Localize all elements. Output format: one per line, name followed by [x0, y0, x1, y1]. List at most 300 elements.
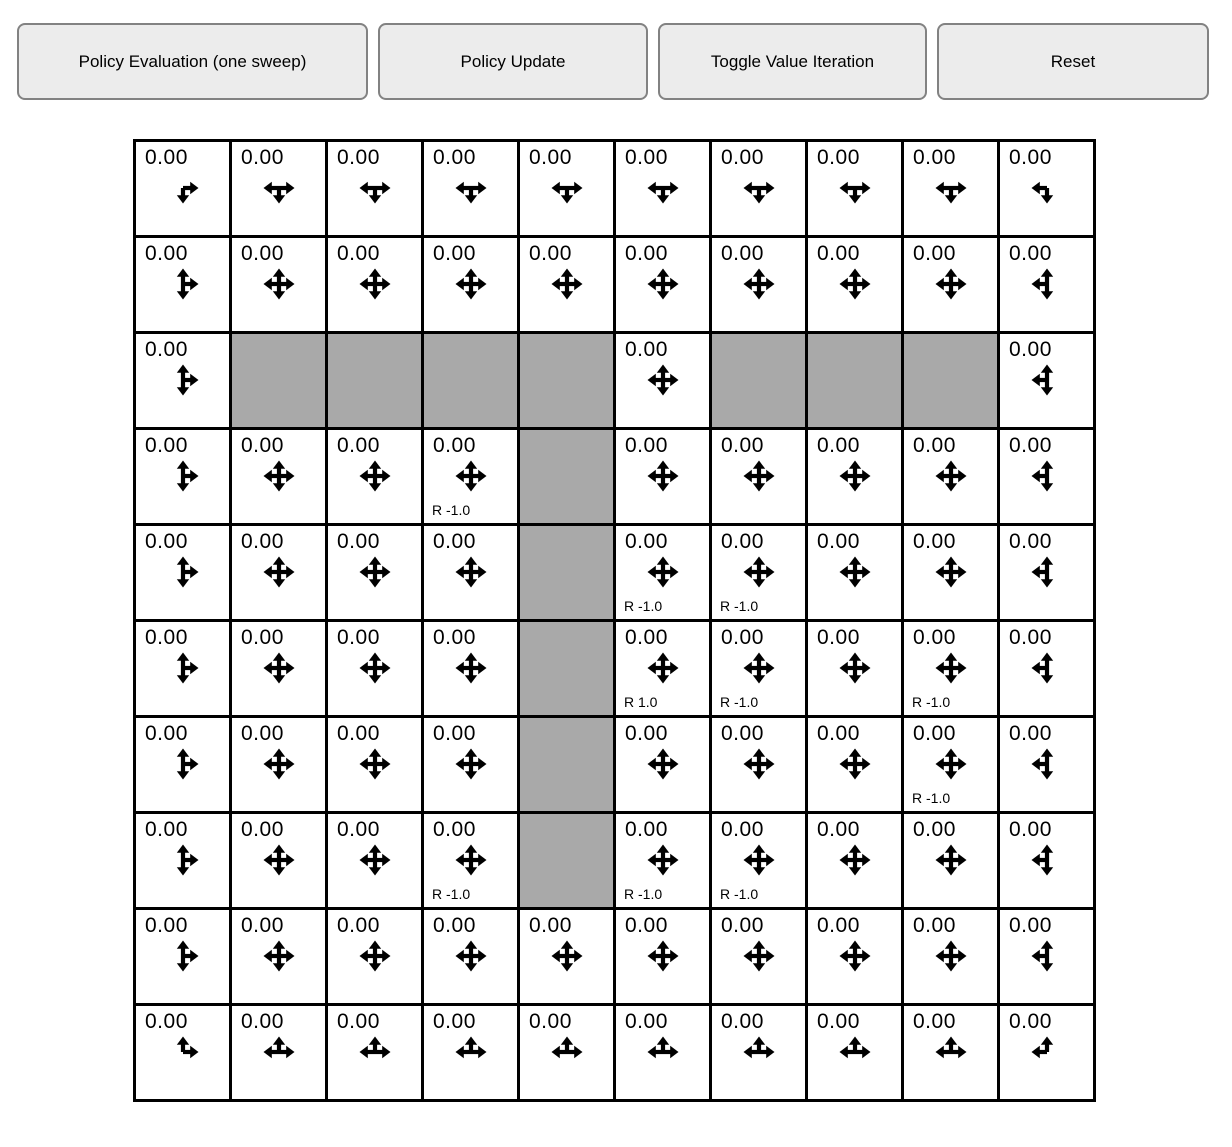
- cell-value: 0.00: [721, 146, 764, 169]
- policy-arrows: [712, 170, 805, 206]
- policy-arrows-icon: [741, 554, 777, 590]
- policy-arrows: [616, 458, 709, 494]
- policy-arrows: [232, 938, 325, 974]
- policy-arrows: [424, 554, 517, 590]
- grid-cell-r3-c7: [808, 430, 901, 523]
- policy-arrows-icon: [645, 170, 681, 206]
- wall-cell-r2-c3: [424, 334, 517, 427]
- policy-arrows-icon: [261, 554, 297, 590]
- grid-cell-r1-c2: [328, 238, 421, 331]
- policy-arrows: [712, 650, 805, 686]
- wall-cell-r4-c4: [520, 526, 613, 619]
- grid-cell-r8-c2: [328, 910, 421, 1003]
- cell-value: 0.00: [721, 626, 764, 649]
- cell-value: 0.00: [241, 818, 284, 841]
- grid-cell-r4-c6: [712, 526, 805, 619]
- cell-value: 0.00: [1009, 914, 1052, 937]
- wall-cell-r2-c1: [232, 334, 325, 427]
- cell-value: 0.00: [913, 722, 956, 745]
- cell-value: 0.00: [241, 914, 284, 937]
- cell-reward: R -1.0: [720, 694, 759, 710]
- policy-arrows: [904, 170, 997, 206]
- cell-value: 0.00: [913, 242, 956, 265]
- grid-cell-r5-c6: [712, 622, 805, 715]
- policy-arrows: [424, 266, 517, 302]
- grid-cell-r3-c1: [232, 430, 325, 523]
- grid-cell-r7-c9: [1000, 814, 1093, 907]
- policy-arrows-icon: [453, 266, 489, 302]
- cell-value: 0.00: [241, 1010, 284, 1033]
- policy-arrows-icon: [1029, 266, 1065, 302]
- cell-value: 0.00: [529, 242, 572, 265]
- grid-cell-r1-c4: [520, 238, 613, 331]
- grid-cell-r8-c5: [616, 910, 709, 1003]
- cell-value: 0.00: [1009, 146, 1052, 169]
- cell-value: 0.00: [1009, 242, 1052, 265]
- policy-arrows-icon: [837, 650, 873, 686]
- gridworld-container: [133, 139, 1232, 1102]
- cell-value: 0.00: [625, 242, 668, 265]
- grid-cell-r7-c1: [232, 814, 325, 907]
- cell-value: 0.00: [817, 914, 860, 937]
- grid-cell-r1-c6: [712, 238, 805, 331]
- policy-arrows-icon: [645, 938, 681, 974]
- policy-arrows: [712, 266, 805, 302]
- policy-arrows: [328, 842, 421, 878]
- wall-cell-r2-c8: [904, 334, 997, 427]
- cell-reward: R -1.0: [720, 598, 759, 614]
- wall-cell-r2-c4: [520, 334, 613, 427]
- policy-arrows-icon: [357, 1034, 393, 1070]
- wall-cell-r2-c6: [712, 334, 805, 427]
- policy-arrows-icon: [165, 842, 201, 878]
- policy-arrows-icon: [1029, 938, 1065, 974]
- cell-value: 0.00: [433, 146, 476, 169]
- cell-value: 0.00: [817, 146, 860, 169]
- policy-arrows: [1000, 458, 1093, 494]
- policy-arrows-icon: [549, 170, 585, 206]
- policy-arrows: [232, 650, 325, 686]
- policy-arrows-icon: [1029, 842, 1065, 878]
- grid-cell-r0-c7: [808, 142, 901, 235]
- toggle-value-iteration-button[interactable]: Toggle Value Iteration: [658, 23, 927, 100]
- policy-arrows: [136, 266, 229, 302]
- policy-arrows-icon: [1029, 1034, 1065, 1070]
- policy-arrows: [232, 554, 325, 590]
- cell-value: 0.00: [241, 242, 284, 265]
- cell-value: 0.00: [721, 818, 764, 841]
- cell-value: 0.00: [625, 1010, 668, 1033]
- policy-arrows: [616, 938, 709, 974]
- policy-arrows-icon: [1029, 554, 1065, 590]
- policy-arrows-icon: [645, 458, 681, 494]
- policy-arrows: [808, 842, 901, 878]
- policy-arrows-icon: [741, 1034, 777, 1070]
- policy-arrows: [712, 1034, 805, 1070]
- policy-arrows: [424, 458, 517, 494]
- policy-evaluation-button[interactable]: Policy Evaluation (one sweep): [17, 23, 368, 100]
- cell-value: 0.00: [721, 530, 764, 553]
- cell-reward: R -1.0: [624, 598, 663, 614]
- cell-value: 0.00: [337, 818, 380, 841]
- policy-arrows: [136, 554, 229, 590]
- policy-arrows-icon: [741, 842, 777, 878]
- cell-reward: R -1.0: [624, 886, 663, 902]
- grid-cell-r6-c5: [616, 718, 709, 811]
- policy-arrows: [616, 362, 709, 398]
- cell-value: 0.00: [241, 146, 284, 169]
- policy-arrows-icon: [1029, 458, 1065, 494]
- policy-arrows: [328, 746, 421, 782]
- policy-arrows-icon: [933, 650, 969, 686]
- grid-cell-r4-c7: [808, 526, 901, 619]
- grid-cell-r9-c1: [232, 1006, 325, 1099]
- cell-value: 0.00: [625, 434, 668, 457]
- wall-cell-r6-c4: [520, 718, 613, 811]
- policy-arrows: [1000, 170, 1093, 206]
- policy-arrows: [328, 554, 421, 590]
- grid-cell-r1-c1: [232, 238, 325, 331]
- gridworld: [133, 139, 1096, 1102]
- cell-value: 0.00: [817, 818, 860, 841]
- grid-cell-r5-c7: [808, 622, 901, 715]
- grid-cell-r9-c4: [520, 1006, 613, 1099]
- cell-value: 0.00: [433, 530, 476, 553]
- grid-cell-r8-c7: [808, 910, 901, 1003]
- cell-value: 0.00: [721, 722, 764, 745]
- policy-arrows: [328, 938, 421, 974]
- policy-arrows-icon: [357, 554, 393, 590]
- policy-arrows: [328, 170, 421, 206]
- policy-arrows: [904, 650, 997, 686]
- policy-arrows: [1000, 746, 1093, 782]
- policy-arrows: [232, 842, 325, 878]
- cell-value: 0.00: [625, 626, 668, 649]
- cell-reward: R 1.0: [624, 694, 658, 710]
- policy-arrows-icon: [165, 362, 201, 398]
- policy-arrows: [904, 1034, 997, 1070]
- policy-arrows-icon: [261, 746, 297, 782]
- policy-arrows-icon: [645, 362, 681, 398]
- policy-arrows-icon: [549, 1034, 585, 1070]
- cell-value: 0.00: [625, 818, 668, 841]
- reset-button[interactable]: Reset: [937, 23, 1209, 100]
- cell-value: 0.00: [337, 1010, 380, 1033]
- grid-cell-r8-c6: [712, 910, 805, 1003]
- cell-value: 0.00: [625, 722, 668, 745]
- policy-arrows: [328, 266, 421, 302]
- policy-arrows: [712, 842, 805, 878]
- policy-arrows: [616, 842, 709, 878]
- cell-value: 0.00: [529, 146, 572, 169]
- policy-arrows-icon: [357, 266, 393, 302]
- grid-cell-r1-c0: [136, 238, 229, 331]
- grid-cell-r7-c7: [808, 814, 901, 907]
- policy-arrows: [1000, 554, 1093, 590]
- cell-value: 0.00: [1009, 818, 1052, 841]
- policy-arrows: [424, 1034, 517, 1070]
- policy-arrows-icon: [933, 842, 969, 878]
- cell-value: 0.00: [817, 1010, 860, 1033]
- grid-cell-r0-c1: [232, 142, 325, 235]
- policy-arrows-icon: [165, 266, 201, 302]
- cell-value: 0.00: [913, 530, 956, 553]
- policy-arrows: [808, 266, 901, 302]
- policy-arrows: [136, 842, 229, 878]
- policy-arrows-icon: [645, 266, 681, 302]
- policy-arrows: [232, 170, 325, 206]
- grid-cell-r4-c8: [904, 526, 997, 619]
- cell-value: 0.00: [337, 146, 380, 169]
- policy-arrows: [808, 170, 901, 206]
- policy-arrows-icon: [357, 458, 393, 494]
- cell-value: 0.00: [1009, 626, 1052, 649]
- policy-arrows-icon: [837, 554, 873, 590]
- grid-cell-r6-c2: [328, 718, 421, 811]
- cell-reward: R -1.0: [432, 886, 471, 902]
- grid-cell-r2-c5: [616, 334, 709, 427]
- policy-arrows: [232, 266, 325, 302]
- policy-arrows: [328, 650, 421, 686]
- policy-arrows-icon: [165, 746, 201, 782]
- cell-value: 0.00: [913, 146, 956, 169]
- wall-cell-r2-c7: [808, 334, 901, 427]
- grid-cell-r6-c1: [232, 718, 325, 811]
- grid-cell-r0-c0: [136, 142, 229, 235]
- cell-value: 0.00: [625, 530, 668, 553]
- cell-value: 0.00: [145, 914, 188, 937]
- policy-arrows-icon: [357, 170, 393, 206]
- policy-arrows: [136, 170, 229, 206]
- policy-arrows-icon: [261, 650, 297, 686]
- grid-cell-r6-c0: [136, 718, 229, 811]
- cell-value: 0.00: [241, 530, 284, 553]
- cell-value: 0.00: [625, 914, 668, 937]
- policy-arrows-icon: [645, 554, 681, 590]
- grid-cell-r7-c0: [136, 814, 229, 907]
- policy-arrows-icon: [1029, 746, 1065, 782]
- policy-arrows-icon: [453, 1034, 489, 1070]
- grid-cell-r5-c3: [424, 622, 517, 715]
- grid-cell-r4-c0: [136, 526, 229, 619]
- grid-cell-r4-c1: [232, 526, 325, 619]
- grid-cell-r1-c5: [616, 238, 709, 331]
- cell-value: 0.00: [433, 818, 476, 841]
- cell-value: 0.00: [817, 530, 860, 553]
- policy-arrows-icon: [837, 842, 873, 878]
- grid-cell-r4-c9: [1000, 526, 1093, 619]
- policy-arrows: [1000, 938, 1093, 974]
- cell-value: 0.00: [1009, 722, 1052, 745]
- policy-arrows-icon: [261, 1034, 297, 1070]
- policy-arrows-icon: [453, 746, 489, 782]
- cell-value: 0.00: [145, 722, 188, 745]
- cell-value: 0.00: [913, 818, 956, 841]
- cell-reward: R -1.0: [720, 886, 759, 902]
- cell-value: 0.00: [913, 434, 956, 457]
- policy-arrows-icon: [453, 842, 489, 878]
- policy-arrows: [712, 458, 805, 494]
- grid-cell-r5-c0: [136, 622, 229, 715]
- cell-value: 0.00: [721, 242, 764, 265]
- cell-value: 0.00: [145, 434, 188, 457]
- policy-arrows-icon: [933, 554, 969, 590]
- policy-arrows: [1000, 842, 1093, 878]
- cell-value: 0.00: [433, 242, 476, 265]
- wall-cell-r2-c2: [328, 334, 421, 427]
- cell-value: 0.00: [145, 626, 188, 649]
- cell-reward: R -1.0: [912, 790, 951, 806]
- policy-arrows-icon: [453, 554, 489, 590]
- policy-arrows: [904, 842, 997, 878]
- policy-arrows: [424, 170, 517, 206]
- policy-update-button[interactable]: Policy Update: [378, 23, 648, 100]
- policy-arrows-icon: [645, 842, 681, 878]
- policy-arrows: [616, 170, 709, 206]
- grid-cell-r5-c8: [904, 622, 997, 715]
- grid-cell-r4-c3: [424, 526, 517, 619]
- policy-arrows-icon: [741, 266, 777, 302]
- cell-value: 0.00: [337, 722, 380, 745]
- policy-arrows-icon: [261, 842, 297, 878]
- grid-cell-r3-c0: [136, 430, 229, 523]
- grid-cell-r2-c0: [136, 334, 229, 427]
- policy-arrows: [1000, 650, 1093, 686]
- grid-cell-r7-c2: [328, 814, 421, 907]
- policy-arrows-icon: [1029, 650, 1065, 686]
- grid-cell-r9-c7: [808, 1006, 901, 1099]
- grid-cell-r9-c5: [616, 1006, 709, 1099]
- grid-cell-r6-c6: [712, 718, 805, 811]
- policy-arrows-icon: [357, 938, 393, 974]
- policy-arrows-icon: [261, 170, 297, 206]
- policy-arrows-icon: [1029, 170, 1065, 206]
- policy-arrows-icon: [933, 458, 969, 494]
- policy-arrows-icon: [645, 1034, 681, 1070]
- grid-cell-r3-c6: [712, 430, 805, 523]
- grid-cell-r9-c6: [712, 1006, 805, 1099]
- grid-cell-r8-c9: [1000, 910, 1093, 1003]
- policy-arrows-icon: [933, 1034, 969, 1070]
- policy-arrows: [904, 554, 997, 590]
- grid-cell-r6-c7: [808, 718, 901, 811]
- policy-arrows: [520, 938, 613, 974]
- cell-value: 0.00: [241, 434, 284, 457]
- cell-value: 0.00: [337, 242, 380, 265]
- policy-arrows-icon: [453, 650, 489, 686]
- policy-arrows: [232, 1034, 325, 1070]
- policy-arrows-icon: [933, 746, 969, 782]
- policy-arrows: [712, 938, 805, 974]
- policy-arrows-icon: [741, 746, 777, 782]
- policy-arrows: [424, 938, 517, 974]
- policy-arrows-icon: [933, 266, 969, 302]
- policy-arrows: [136, 1034, 229, 1070]
- cell-value: 0.00: [433, 722, 476, 745]
- cell-value: 0.00: [529, 1010, 572, 1033]
- grid-cell-r6-c8: [904, 718, 997, 811]
- policy-arrows: [904, 458, 997, 494]
- policy-arrows-icon: [549, 266, 585, 302]
- grid-cell-r9-c2: [328, 1006, 421, 1099]
- wall-cell-r3-c4: [520, 430, 613, 523]
- policy-arrows-icon: [165, 1034, 201, 1070]
- policy-arrows: [520, 266, 613, 302]
- cell-value: 0.00: [1009, 338, 1052, 361]
- policy-arrows: [1000, 1034, 1093, 1070]
- policy-arrows-icon: [645, 746, 681, 782]
- grid-cell-r1-c7: [808, 238, 901, 331]
- cell-value: 0.00: [817, 434, 860, 457]
- policy-arrows: [808, 554, 901, 590]
- cell-value: 0.00: [337, 434, 380, 457]
- grid-cell-r0-c8: [904, 142, 997, 235]
- grid-cell-r9-c8: [904, 1006, 997, 1099]
- grid-cell-r0-c9: [1000, 142, 1093, 235]
- grid-cell-r7-c8: [904, 814, 997, 907]
- policy-arrows: [616, 746, 709, 782]
- cell-value: 0.00: [337, 626, 380, 649]
- cell-value: 0.00: [1009, 434, 1052, 457]
- policy-arrows: [808, 938, 901, 974]
- policy-arrows-icon: [645, 650, 681, 686]
- cell-value: 0.00: [433, 626, 476, 649]
- grid-cell-r0-c4: [520, 142, 613, 235]
- cell-value: 0.00: [433, 914, 476, 937]
- policy-arrows-icon: [357, 650, 393, 686]
- grid-cell-r9-c0: [136, 1006, 229, 1099]
- policy-arrows: [712, 554, 805, 590]
- policy-arrows: [904, 266, 997, 302]
- policy-arrows-icon: [741, 170, 777, 206]
- wall-cell-r7-c4: [520, 814, 613, 907]
- grid-cell-r8-c8: [904, 910, 997, 1003]
- cell-value: 0.00: [817, 626, 860, 649]
- cell-value: 0.00: [145, 1010, 188, 1033]
- cell-value: 0.00: [433, 1010, 476, 1033]
- policy-arrows-icon: [357, 746, 393, 782]
- policy-arrows-icon: [165, 938, 201, 974]
- grid-cell-r7-c6: [712, 814, 805, 907]
- cell-value: 0.00: [913, 1010, 956, 1033]
- grid-cell-r9-c3: [424, 1006, 517, 1099]
- policy-arrows: [808, 746, 901, 782]
- policy-arrows: [136, 650, 229, 686]
- policy-arrows: [1000, 266, 1093, 302]
- policy-arrows: [520, 1034, 613, 1070]
- policy-arrows-icon: [261, 266, 297, 302]
- policy-arrows-icon: [165, 458, 201, 494]
- grid-cell-r0-c3: [424, 142, 517, 235]
- grid-cell-r0-c5: [616, 142, 709, 235]
- grid-cell-r6-c3: [424, 718, 517, 811]
- cell-value: 0.00: [913, 626, 956, 649]
- grid-cell-r3-c9: [1000, 430, 1093, 523]
- cell-value: 0.00: [241, 626, 284, 649]
- policy-arrows-icon: [549, 938, 585, 974]
- policy-arrows-icon: [453, 458, 489, 494]
- grid-cell-r5-c9: [1000, 622, 1093, 715]
- policy-arrows-icon: [837, 266, 873, 302]
- cell-value: 0.00: [145, 530, 188, 553]
- grid-cell-r0-c2: [328, 142, 421, 235]
- policy-arrows: [616, 650, 709, 686]
- policy-arrows-icon: [837, 458, 873, 494]
- grid-cell-r9-c9: [1000, 1006, 1093, 1099]
- cell-value: 0.00: [433, 434, 476, 457]
- policy-arrows-icon: [357, 842, 393, 878]
- policy-arrows: [136, 458, 229, 494]
